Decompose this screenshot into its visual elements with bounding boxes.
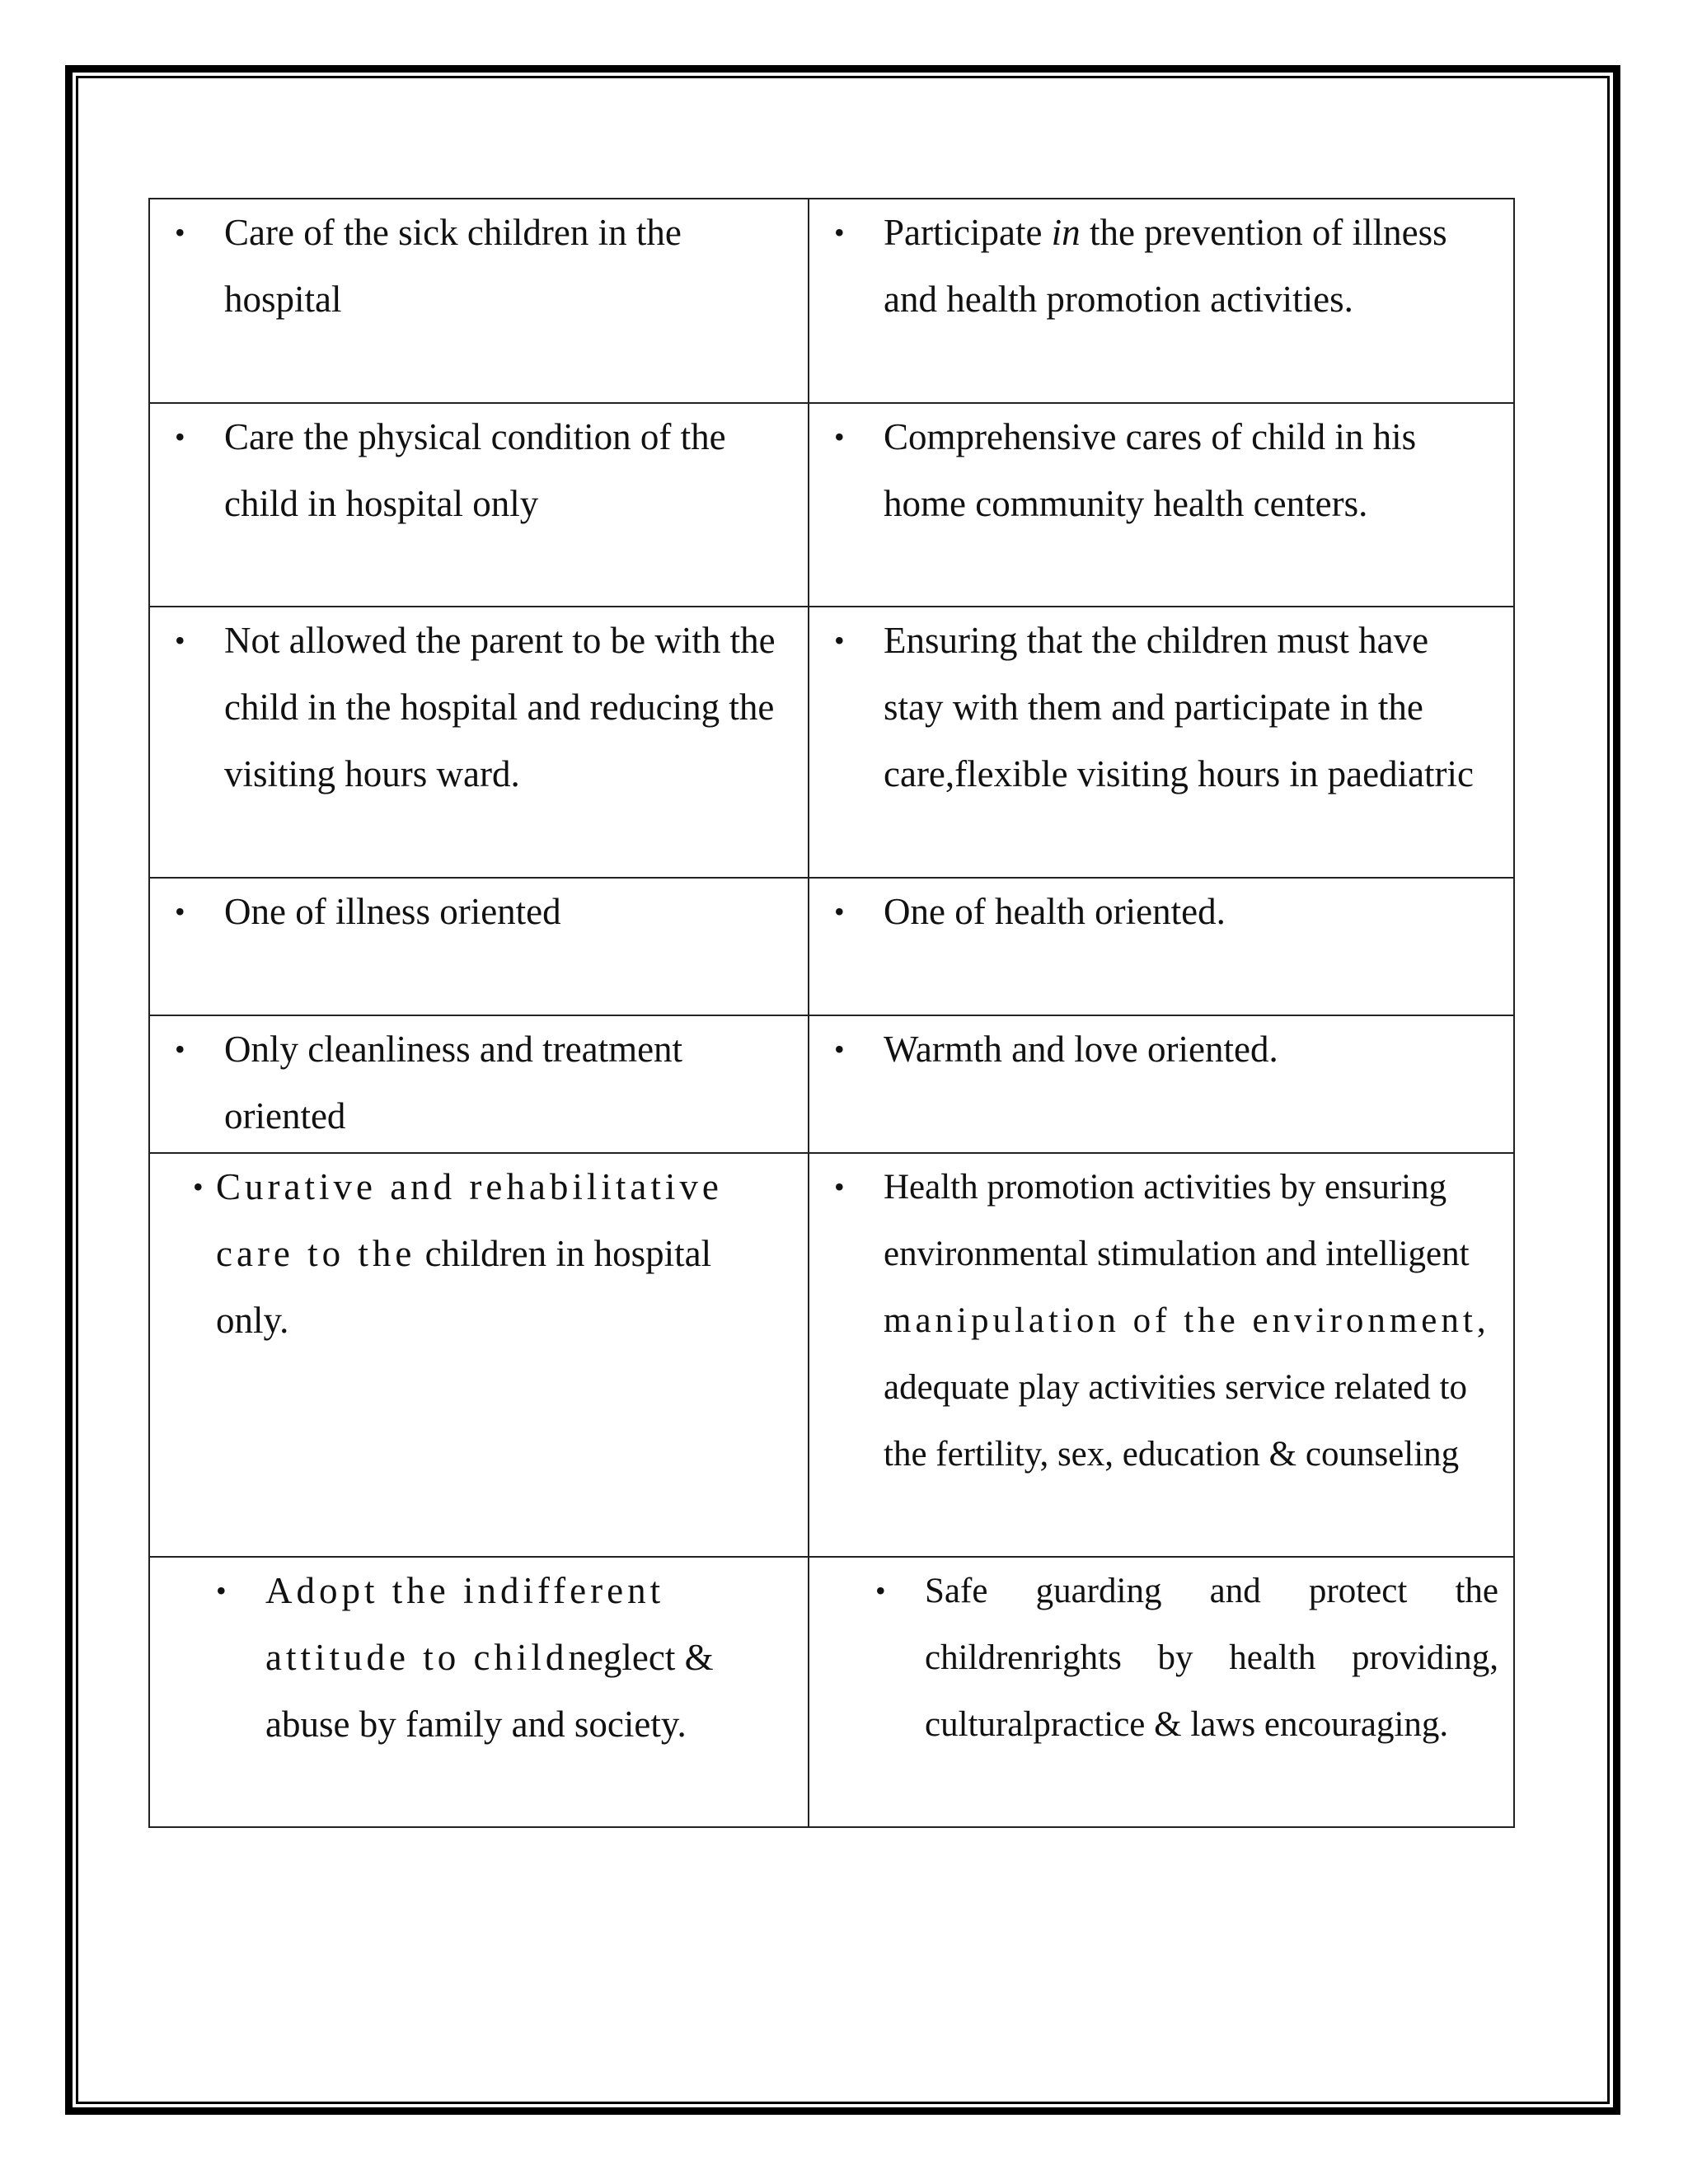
right-text: Ensuring that the children must have stay with them and participate in the care,flexible visiting hours in paediatric xyxy=(884,620,1475,794)
right-cell xyxy=(809,878,1514,1015)
left-cell xyxy=(149,1015,809,1153)
right-text-pre: Participate xyxy=(884,212,1052,253)
left-cell xyxy=(149,1153,809,1557)
right-text-italic: in xyxy=(1051,212,1081,253)
table-row xyxy=(149,403,1514,607)
bullet-icon: • xyxy=(834,1033,845,1066)
table-row xyxy=(149,1015,1514,1153)
left-text xyxy=(150,1154,808,1354)
bullet-icon: • xyxy=(175,624,185,657)
bullet-icon: • xyxy=(834,1170,845,1203)
bullet-icon: • xyxy=(175,895,185,928)
right-cell xyxy=(809,403,1514,607)
left-cell xyxy=(149,199,809,403)
left-text-rest: neglect & abuse by family and society. xyxy=(265,1637,714,1745)
right-cell xyxy=(809,1557,1514,1827)
right-text: One of health oriented. xyxy=(884,891,1226,932)
bullet-icon: • xyxy=(216,1574,227,1607)
bullet-icon: • xyxy=(834,624,845,657)
left-text: Care the physical condition of the child in hospital only xyxy=(224,416,726,524)
left-cell xyxy=(149,1557,809,1827)
table-row xyxy=(149,607,1514,878)
right-cell xyxy=(809,1015,1514,1153)
comparison-table xyxy=(148,198,1515,1828)
right-text: Safe guarding and protect the childrenrights by health providing, culturalpractice & laws encouraging. xyxy=(925,1572,1498,1744)
bullet-icon: • xyxy=(175,216,185,249)
left-text-rest: children in hospital only. xyxy=(216,1233,712,1341)
right-text xyxy=(809,199,1513,333)
right-text: Warmth and love oriented. xyxy=(884,1029,1278,1070)
left-text: Care of the sick children in the hospital xyxy=(224,212,682,320)
right-cell xyxy=(809,1153,1514,1557)
bullet-icon: • xyxy=(834,420,845,453)
table-row xyxy=(149,1557,1514,1827)
left-cell xyxy=(149,403,809,607)
left-cell xyxy=(149,607,809,878)
table-row xyxy=(149,1153,1514,1557)
table-row xyxy=(149,878,1514,1015)
right-cell xyxy=(809,199,1514,403)
right-text-post: the prevention of illness and health promotion activities. xyxy=(884,212,1447,320)
right-text xyxy=(809,1154,1513,1488)
right-text: Comprehensive cares of child in his home community health centers. xyxy=(884,416,1417,524)
bullet-icon: • xyxy=(875,1574,886,1607)
left-text-spaced: Adopt the indifferent attitude to child xyxy=(265,1570,665,1678)
bullet-icon: • xyxy=(834,895,845,928)
right-text-spaced: manipulation of the environment, xyxy=(884,1301,1490,1340)
bullet-icon: • xyxy=(834,216,845,249)
left-text: Not allowed the parent to be with the child in the hospital and reducing the visiting hours ward. xyxy=(224,620,776,794)
left-text-spaced: Curative and rehabilitative care to the xyxy=(216,1166,723,1274)
left-cell xyxy=(149,878,809,1015)
left-text: Only cleanliness and treatment oriented xyxy=(224,1029,683,1137)
right-text-b: adequate play activities service related to the fertility, sex, education & counseling xyxy=(884,1368,1467,1474)
left-text: One of illness oriented xyxy=(224,891,561,932)
left-text xyxy=(150,1558,808,1758)
right-text-a: Health promotion activities by ensuring environmental stimulation and intelligent xyxy=(884,1168,1470,1273)
bullet-icon: • xyxy=(175,1033,185,1066)
right-cell xyxy=(809,607,1514,878)
bullet-icon: • xyxy=(193,1170,204,1203)
table-row xyxy=(149,199,1514,403)
bullet-icon: • xyxy=(175,420,185,453)
